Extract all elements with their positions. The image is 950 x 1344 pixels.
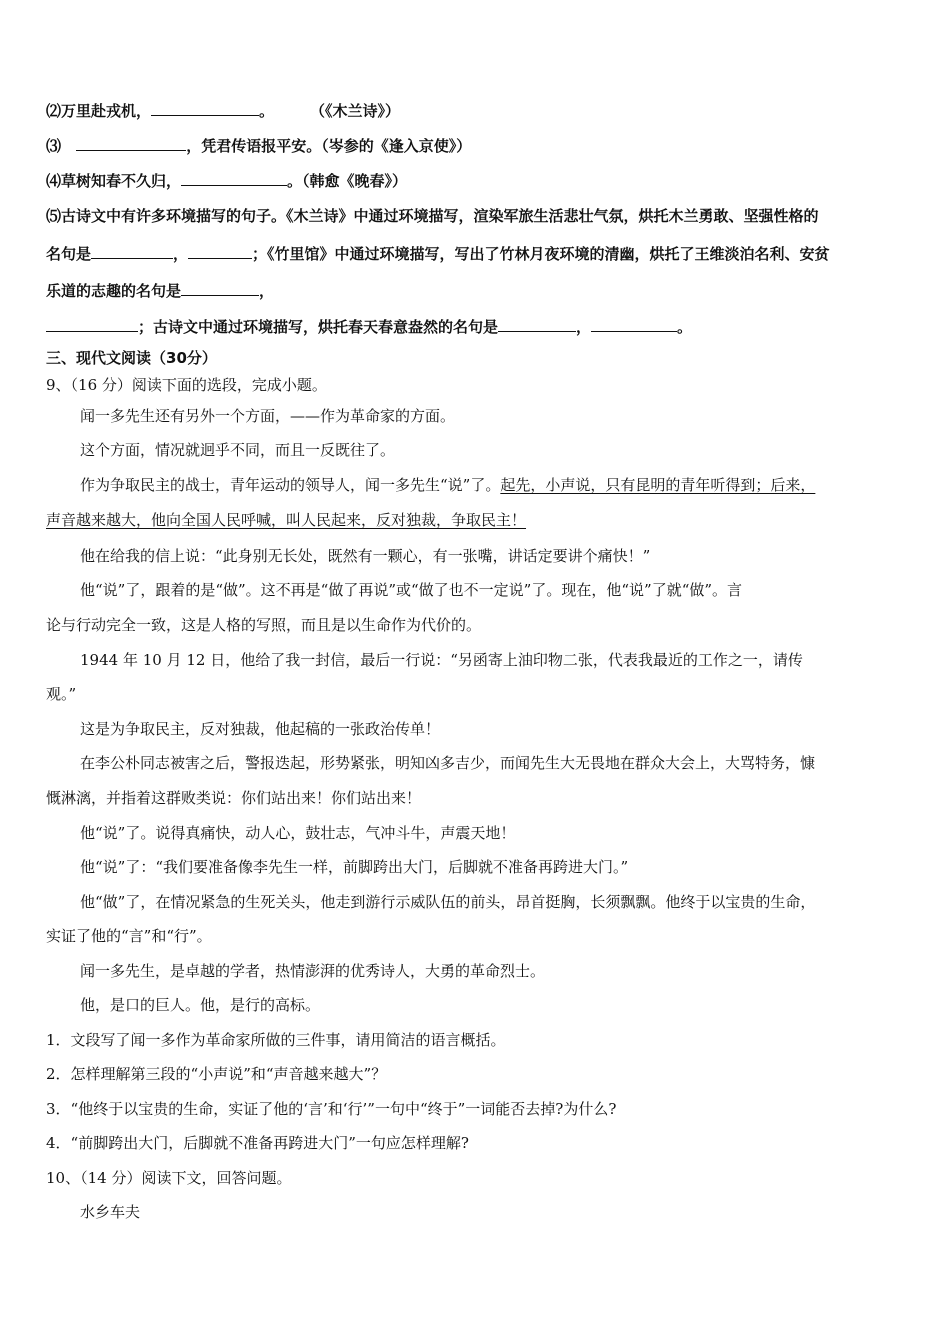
poem-q5-line2	[46, 244, 908, 264]
q5-text: 名句是	[46, 245, 92, 263]
q9-paragraph: 他“说”了。说得真痛快，动人心，鼓壮志，气冲斗牛，声震天地！	[80, 824, 516, 842]
q9-paragraph: 这个方面，情况就迥乎不同，而且一反既往了。	[80, 441, 396, 459]
q9-paragraph: 闻一多先生还有另外一个方面，——作为革命家的方面。	[80, 407, 456, 425]
q9-subquestion-4: 4．“前脚跨出大门，后脚就不准备再跨进大门”一句应怎样理解?	[46, 1134, 469, 1152]
q9-paragraph: 闻一多先生，是卓越的学者，热情澎湃的优秀诗人，大勇的革命烈士。	[80, 962, 546, 980]
poem-q3-suffix: ，凭君传语报平安。（岑参的《逢入京使》）	[186, 137, 472, 155]
q5-text: ；古诗文中通过环境描写，烘托春天春意盎然的名句是	[138, 318, 499, 336]
q9-paragraph: 他“说”了，跟着的是“做”。这不再是“做了再说”或“做了也不一定说”了。现在，他“说”了就“做”。言	[80, 581, 743, 599]
section-title: 三、现代文阅读（30分）	[46, 349, 217, 367]
poem-q4-prefix: ⑷草树知春不久归，	[46, 172, 182, 190]
poem-q5-line1: ⑸古诗文中有许多环境描写的句子。《木兰诗》中通过环境描写，渲染军旅生活悲壮气氛，烘托木兰勇敢、坚强性格的	[46, 207, 819, 225]
q9-paragraph: 他“说”了：“我们要准备像李先生一样，前脚跨出大门，后脚就不准备再跨进大门。”	[80, 858, 629, 876]
q9-paragraph: 1944 年 10 月 12 日，他给了我一封信，最后一行说：“另函寄上油印物二张，代表我最近的工作之一，请传	[80, 651, 803, 669]
poem-q5-line3	[46, 281, 908, 301]
q9-paragraph: 他“做”了，在情况紧急的生死关头，他走到游行示威队伍的前头，昂首挺胸，长须飘飘。他终于以宝贵的生命，	[80, 893, 816, 911]
poem-q4	[46, 171, 908, 191]
poem-q5-line4	[46, 317, 908, 337]
q5-text: 乐道的志趣的名句是	[46, 282, 182, 300]
q9-paragraph: 他，是口的巨人。他，是行的高标。	[80, 996, 321, 1014]
q9-paragraph-cont: 实证了他的“言”和“行”。	[46, 927, 212, 945]
q10-title: 水乡车夫	[80, 1203, 141, 1221]
q5-text: ；《竹里馆》中通过环境描写，写出了竹林月夜环境的清幽，烘托了王维淡泊名利、安贫	[252, 245, 830, 263]
answer-blank[interactable]	[591, 317, 677, 332]
poem-q2-prefix: ⑵万里赴戎机，	[46, 102, 152, 120]
poem-q2-source: （《木兰诗》）	[310, 102, 401, 120]
answer-blank[interactable]	[181, 281, 259, 296]
q9-paragraph-3-cont: 声音越来越大，他向全国人民呼喊，叫人民起来，反对独裁，争取民主！	[46, 511, 527, 529]
q9-paragraph-cont: 观。”	[46, 685, 77, 703]
q9-paragraph: 他在给我的信上说：“此身别无长处，既然有一颗心，有一张嘴，讲话定要讲个痛快！”	[80, 547, 651, 565]
q9-subquestion-3: 3．“他终于以宝贵的生命，实证了他的‘言’和‘行’”一句中“终于”一词能否去掉?为什么?	[46, 1100, 617, 1118]
poem-q4-suffix: 。（韩愈《晚春》）	[287, 172, 408, 190]
q9-paragraph: 在李公朴同志被害之后，警报迭起，形势紧张，明知凶多吉少，而闻先生大无畏地在群众大会上，大骂特务，慷	[80, 754, 816, 772]
q9-p3-underlined: 起先，小声说，只有昆明的青年听得到；后来，	[500, 476, 816, 494]
answer-blank[interactable]	[76, 136, 186, 151]
q9-paragraph-cont: 论与行动完全一致，这是人格的写照，而且是以生命作为代价的。	[46, 616, 482, 634]
q9-p3-plain: 作为争取民主的战士，青年运动的领导人，闻一多先生“说”了。	[80, 476, 501, 494]
q5-text: ，	[173, 245, 189, 263]
q9-subquestion-2: 2．怎样理解第三段的“小声说”和“声音越来越大”？	[46, 1065, 387, 1083]
answer-blank[interactable]	[91, 244, 173, 259]
q10-header: 10、（14 分）阅读下文，回答问题。	[46, 1169, 292, 1187]
q5-text: ，	[259, 282, 275, 300]
answer-blank[interactable]	[498, 317, 576, 332]
q9-paragraph-3	[80, 475, 908, 495]
answer-blank[interactable]	[46, 317, 138, 332]
q9-header: 9、（16 分）阅读下面的选段，完成小题。	[46, 376, 327, 394]
poem-q2	[46, 101, 908, 121]
poem-q3-prefix: ⑶	[46, 137, 67, 155]
answer-blank[interactable]	[181, 171, 287, 186]
q9-paragraph: 这是为争取民主，反对独裁，他起稿的一张政治传单！	[80, 720, 441, 738]
poem-q2-suffix: 。	[259, 102, 275, 120]
q9-paragraph-cont: 慨淋漓，并指着这群败类说：你们站出来！你们站出来！	[46, 789, 422, 807]
q5-text: 。	[677, 318, 693, 336]
q5-text: ，	[576, 318, 592, 336]
answer-blank[interactable]	[188, 244, 252, 259]
answer-blank[interactable]	[151, 101, 259, 116]
q9-subquestion-1: 1．文段写了闻一多作为革命家所做的三件事，请用简洁的语言概括。	[46, 1031, 506, 1049]
poem-q3	[46, 136, 908, 156]
